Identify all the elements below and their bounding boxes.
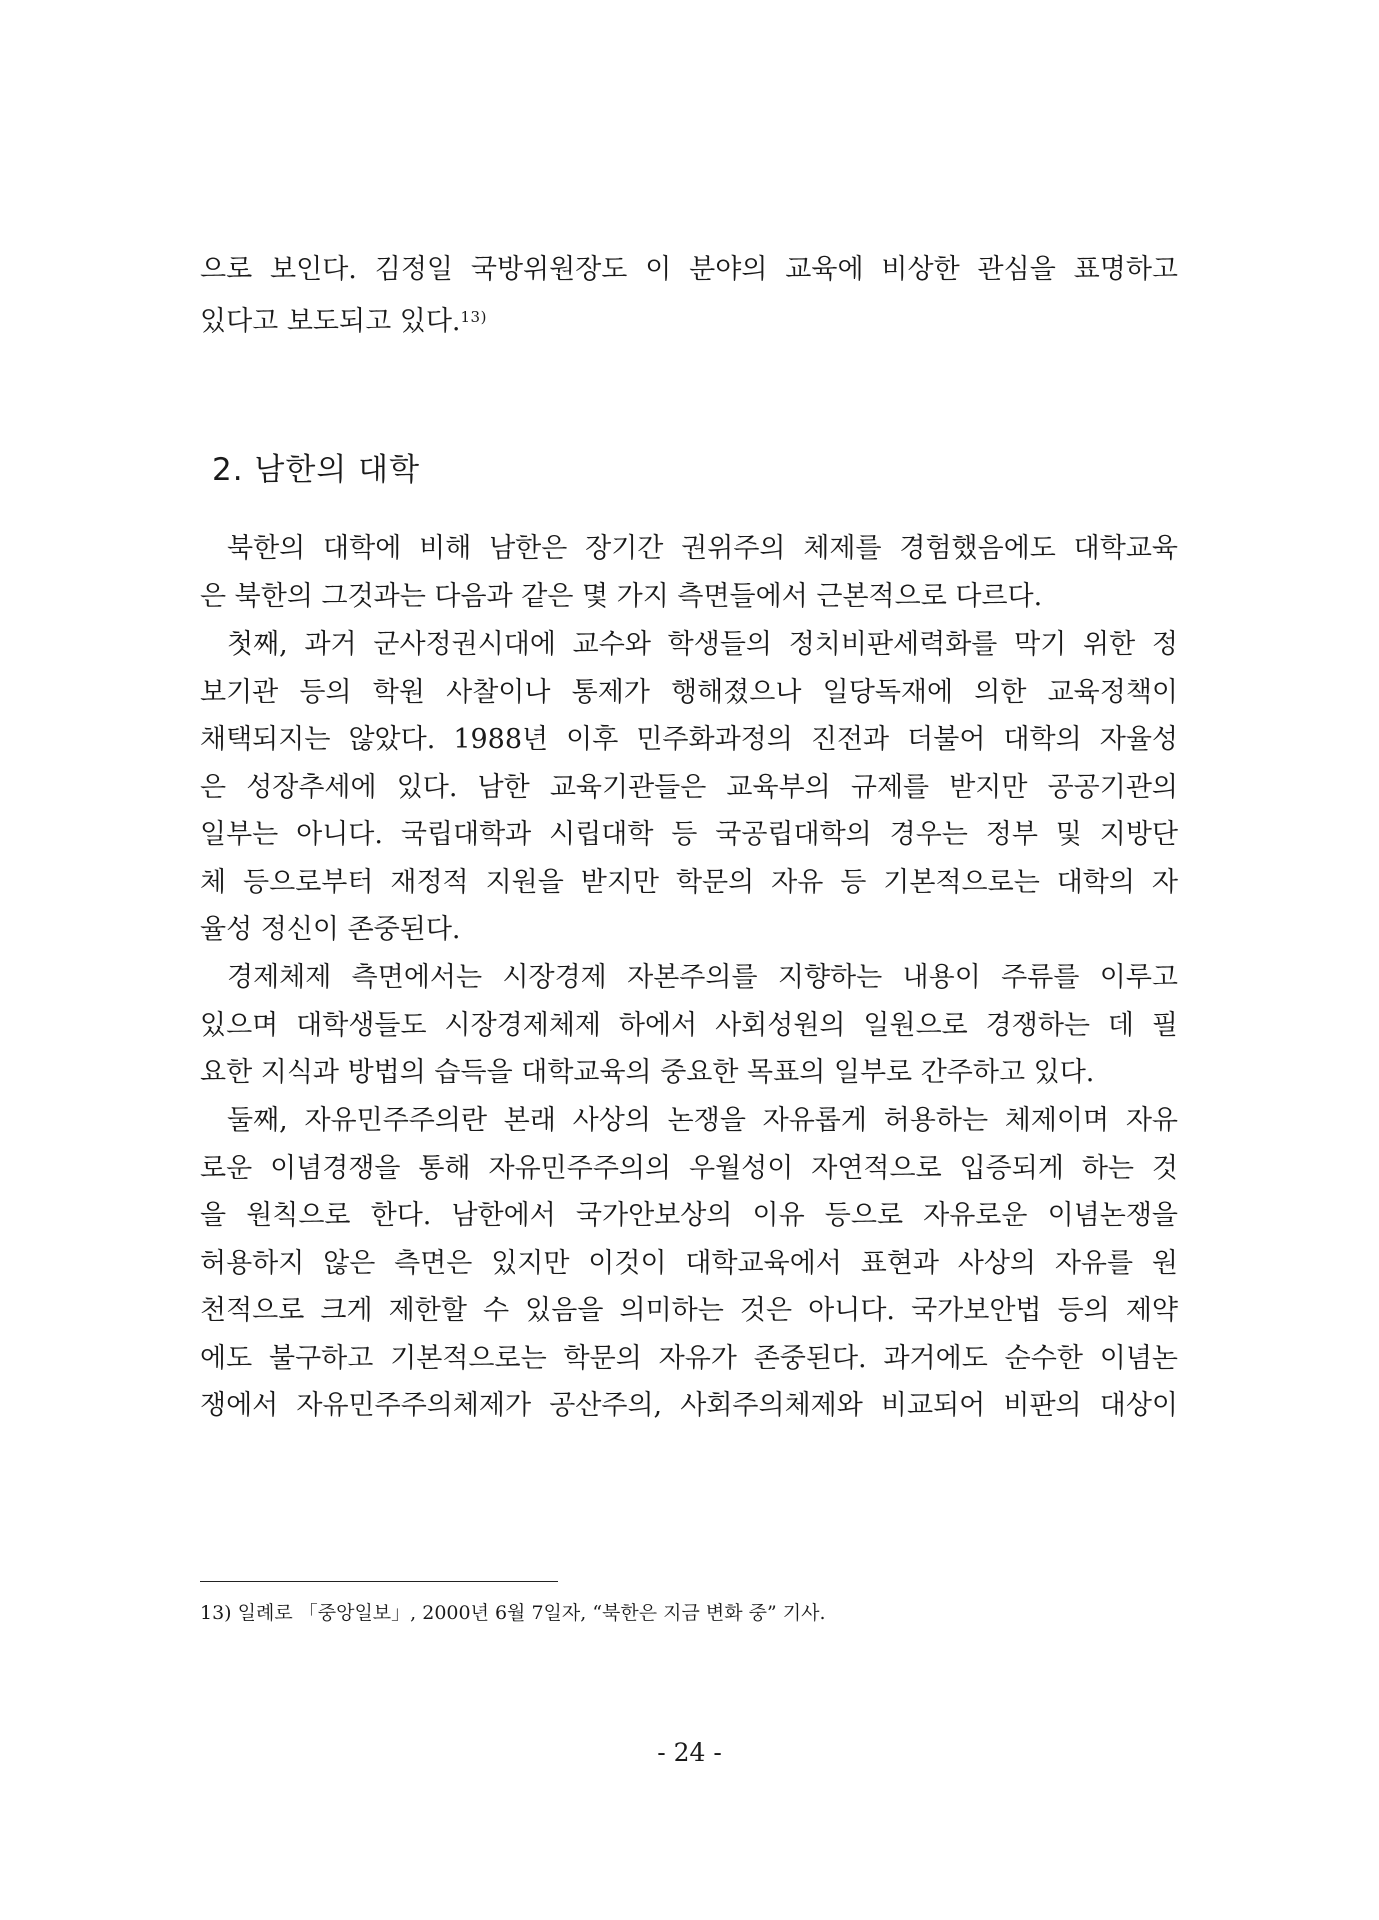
section-heading: 2. 남한의 대학 <box>212 452 421 488</box>
text-line: 천적으로 크게 제한할 수 있음을 의미하는 것은 아니다. 국가보안법 등의 제약 <box>200 1295 1178 1326</box>
text-line: 허용하지 않은 측면은 있지만 이것이 대학교육에서 표현과 사상의 자유를 원 <box>200 1247 1178 1279</box>
footnote: 13) 일례로 「중앙일보」, 2000년 6월 7일자, “북한은 지금 변화 중” 기사. <box>200 1602 826 1624</box>
text-line: 일부는 아니다. 국립대학과 시립대학 등 국공립대학의 경우는 정부 및 지방단 <box>200 819 1178 850</box>
text-line <box>200 294 1178 346</box>
text-line: 체 등으로부터 재정적 지원을 받지만 학문의 자유 등 기본적으로는 대학의 자 <box>200 866 1178 898</box>
text-line-content: 있다고 보도되고 있다. <box>200 305 461 337</box>
text-line: 요한 지식과 방법의 습득을 대학교육의 중요한 목표의 일부로 간주하고 있다. <box>200 1057 1095 1088</box>
page-number: - 24 - <box>657 1738 722 1767</box>
paragraph <box>200 1097 1178 1430</box>
text-line: 둘째, 자유민주주의란 본래 사상의 논쟁을 자유롭게 허용하는 체제이며 자유 <box>227 1105 1178 1136</box>
text-line: 쟁에서 자유민주주의체제가 공산주의, 사회주의체제와 비교되어 비판의 대상이 <box>200 1390 1178 1421</box>
text-line: 로운 이념경쟁을 통해 자유민주주의의 우월성이 자연적으로 입증되게 하는 것 <box>200 1152 1178 1184</box>
text-line: 은 북한의 그것과는 다음과 같은 몇 가지 측면들에서 근본적으로 다르다. <box>200 580 1043 612</box>
text-line: 경제체제 측면에서는 시장경제 자본주의를 지향하는 내용이 주류를 이루고 <box>227 962 1178 993</box>
text-line: 첫째, 과거 군사정권시대에 교수와 학생들의 정치비판세력화를 막기 위한 정 <box>227 629 1178 660</box>
text-line: 은 성장추세에 있다. 남한 교육기관들은 교육부의 규제를 받지만 공공기관의 <box>200 771 1178 803</box>
text-line: 북한의 대학에 비해 남한은 장기간 권위주의 체제를 경험했음에도 대학교육 <box>227 533 1178 564</box>
paragraph <box>200 525 1178 620</box>
text-line: 율성 정신이 존중된다. <box>200 914 461 945</box>
text-line: 으로 보인다. 김정일 국방위원장도 이 분야의 교육에 비상한 관심을 표명하고 <box>200 254 1178 285</box>
footnote-reference[interactable]: 13) <box>460 307 487 326</box>
intro-paragraph <box>200 246 1178 345</box>
text-line: 에도 불구하고 기본적으로는 학문의 자유가 존중된다. 과거에도 순수한 이념논 <box>200 1342 1178 1374</box>
text-line: 채택되지는 않았다. 1988년 이후 민주화과정의 진전과 더불어 대학의 자율성 <box>200 724 1178 755</box>
paragraph <box>200 621 1178 954</box>
paragraph <box>200 954 1178 1097</box>
text-line: 보기관 등의 학원 사찰이나 통제가 행해졌으나 일당독재에 의한 교육정책이 <box>200 676 1178 708</box>
footnote-divider <box>200 1581 558 1582</box>
text-line: 을 원칙으로 한다. 남한에서 국가안보상의 이유 등으로 자유로운 이념논쟁을 <box>200 1200 1178 1231</box>
text-line: 있으며 대학생들도 시장경제체제 하에서 사회성원의 일원으로 경쟁하는 데 필 <box>200 1009 1178 1041</box>
